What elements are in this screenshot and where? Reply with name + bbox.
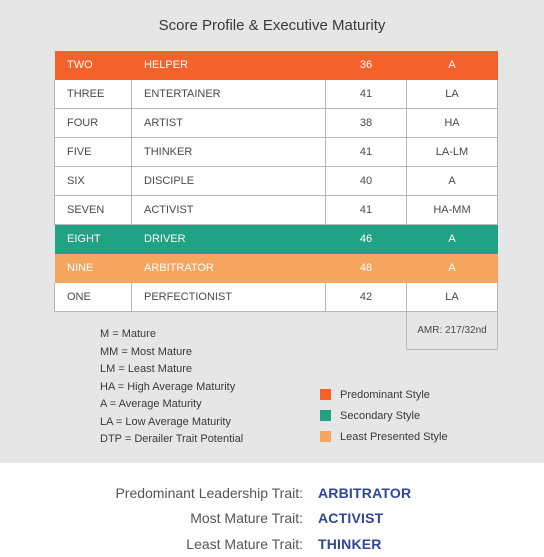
trait-label: Predominant Leadership Trait: (115, 484, 303, 501)
legend-label: Predominant Style (340, 388, 430, 401)
table-row (55, 80, 498, 109)
maturity-cell: A (407, 254, 498, 283)
trait-row-predominant (0, 480, 544, 506)
style-cell: HELPER (132, 51, 326, 80)
abbreviation-key (100, 326, 243, 449)
maturity-cell: A (407, 51, 498, 80)
score-cell: 48 (326, 254, 407, 283)
maturity-cell: A (407, 225, 498, 254)
abbreviation-item: M = Mature (100, 328, 156, 340)
score-cell: 41 (326, 138, 407, 167)
score-table-body (55, 51, 498, 312)
maturity-cell: A (407, 167, 498, 196)
table-row (55, 196, 498, 225)
number-cell: SIX (55, 167, 132, 196)
score-cell: 38 (326, 109, 407, 138)
number-cell: ONE (55, 283, 132, 312)
style-legend (320, 384, 448, 447)
style-cell: PERFECTIONIST (132, 283, 326, 312)
table-row (55, 51, 498, 80)
style-cell: ARBITRATOR (132, 254, 326, 283)
abbreviation-item: HA = High Average Maturity (100, 380, 236, 393)
table-row (55, 225, 498, 254)
trait-value: THINKER (318, 535, 382, 552)
trait-row-least-mature (0, 531, 544, 557)
amr-cell: AMR: 217/32nd (406, 312, 498, 350)
legend-label: Least Presented Style (340, 430, 448, 443)
legend-swatch-secondary (320, 410, 331, 421)
abbreviation-item: DTP = Derailer Trait Potential (100, 433, 244, 445)
trait-label: Most Mature Trait: (190, 510, 303, 527)
table-row (55, 138, 498, 167)
number-cell: NINE (55, 254, 132, 283)
legend-item (320, 426, 448, 447)
number-cell: SEVEN (55, 196, 132, 225)
number-cell: FOUR (55, 109, 132, 138)
style-cell: DRIVER (132, 225, 326, 254)
maturity-cell: HA (407, 109, 498, 138)
trait-value: ACTIVIST (318, 510, 384, 527)
score-cell: 41 (326, 80, 407, 109)
abbreviation-item: LA = Low Average Maturity (100, 415, 231, 428)
legend-swatch-least-presented (320, 431, 331, 442)
style-cell: ARTIST (132, 109, 326, 138)
trait-row-most-mature (0, 506, 544, 532)
maturity-cell: LA-LM (407, 138, 498, 167)
number-cell: THREE (55, 80, 132, 109)
table-row (55, 283, 498, 312)
trait-label: Least Mature Trait: (186, 535, 303, 552)
abbreviation-item: LM = Least Mature (100, 363, 193, 375)
maturity-cell: LA (407, 283, 498, 312)
style-cell: DISCIPLE (132, 167, 326, 196)
page-title: Score Profile & Executive Maturity (158, 17, 386, 34)
number-cell: EIGHT (55, 225, 132, 254)
score-table (54, 50, 498, 312)
number-cell: TWO (55, 51, 132, 80)
abbreviation-item: A = Average Maturity (100, 398, 202, 410)
trait-summary (0, 480, 544, 557)
legend-swatch-predominant (320, 389, 331, 400)
legend-item (320, 405, 448, 426)
table-row (55, 167, 498, 196)
score-cell: 40 (326, 167, 407, 196)
abbreviation-item: MM = Most Mature (100, 345, 192, 358)
score-cell: 36 (326, 51, 407, 80)
score-cell: 42 (326, 283, 407, 312)
style-cell: ACTIVIST (132, 196, 326, 225)
maturity-cell: LA (407, 80, 498, 109)
score-cell: 41 (326, 196, 407, 225)
style-cell: ENTERTAINER (132, 80, 326, 109)
legend-item (320, 384, 448, 405)
maturity-cell: HA-MM (407, 196, 498, 225)
number-cell: FIVE (55, 138, 132, 167)
style-cell: THINKER (132, 138, 326, 167)
trait-value: ARBITRATOR (318, 484, 412, 501)
legend-label: Secondary Style (340, 409, 421, 422)
table-row (55, 109, 498, 138)
score-cell: 46 (326, 225, 407, 254)
table-row (55, 254, 498, 283)
